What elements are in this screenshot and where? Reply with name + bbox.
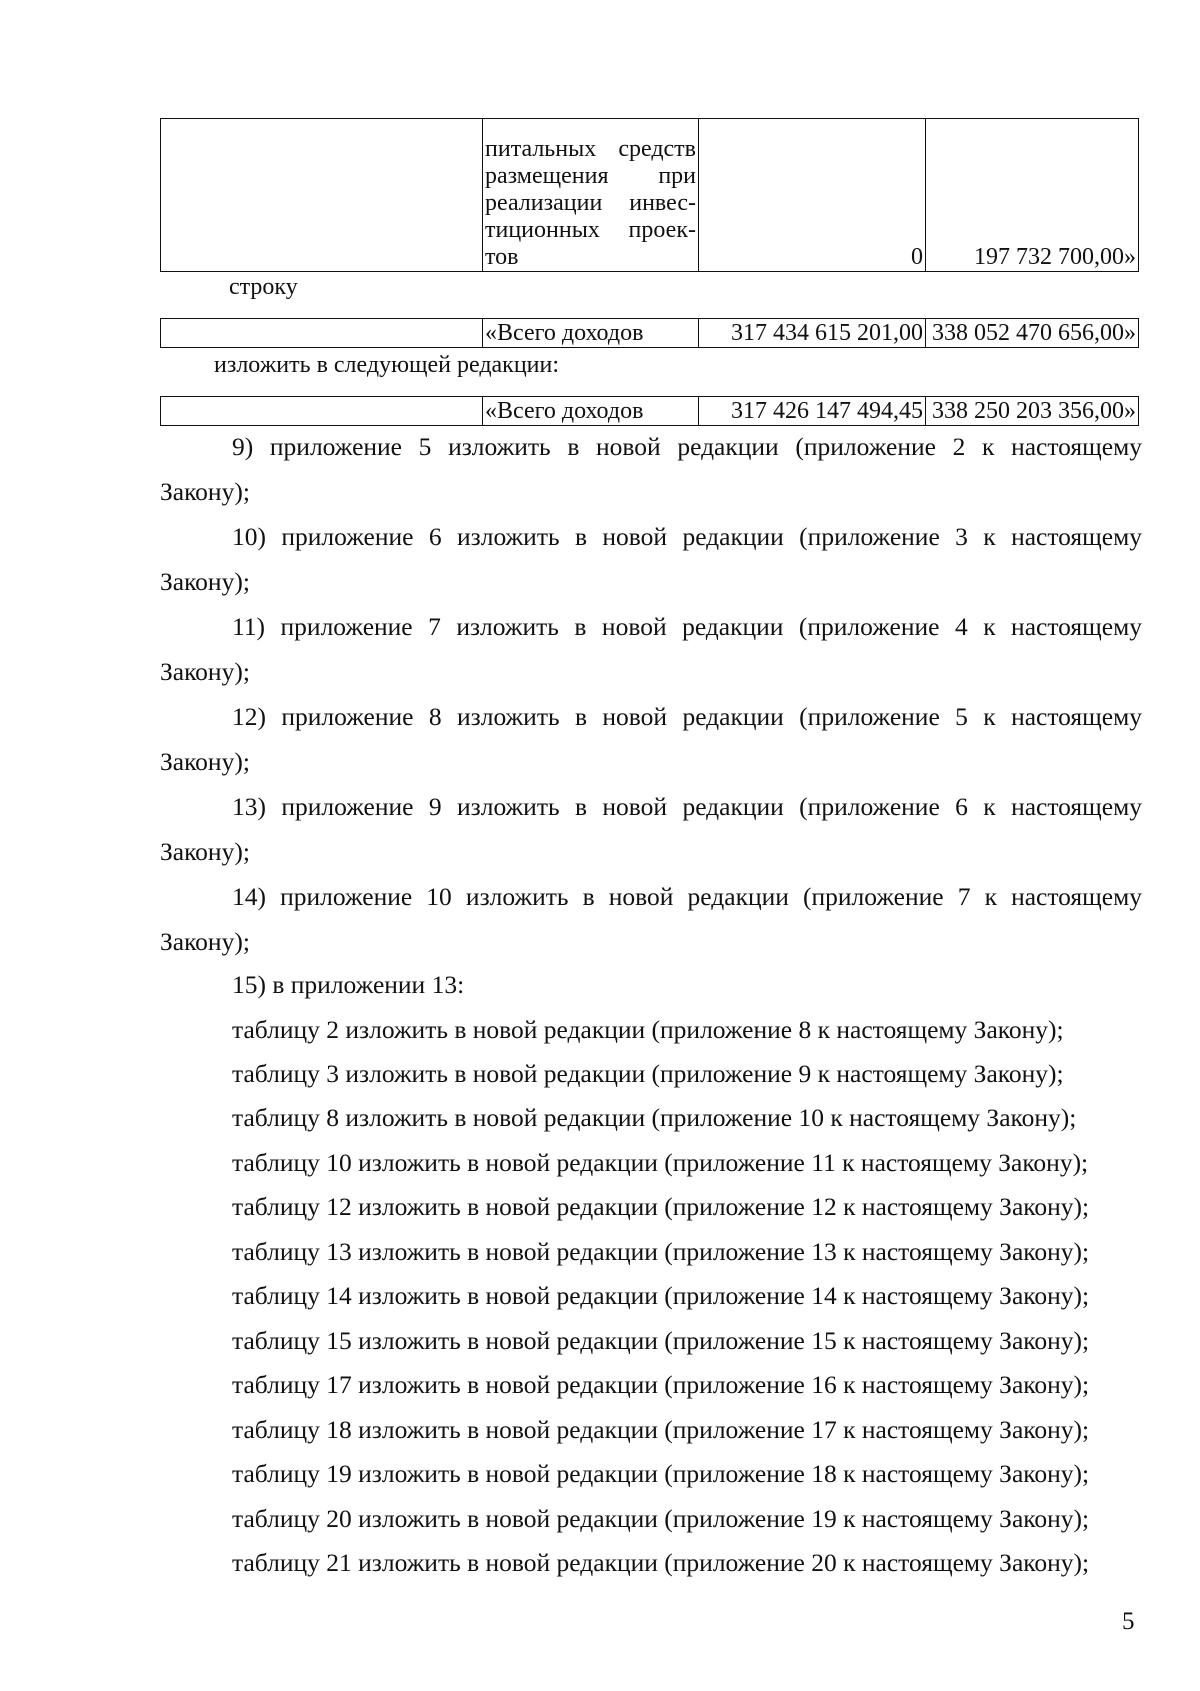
name-word: размещения bbox=[485, 163, 609, 189]
name-line bbox=[485, 136, 696, 163]
table-row bbox=[161, 319, 1139, 348]
name-word: питальных bbox=[485, 136, 597, 162]
name-word: инвес- bbox=[629, 190, 696, 216]
table-replacement-line: таблицу 20 изложить в новой редакции (приложение 19 к настоящему Закону); bbox=[232, 1504, 1090, 1533]
table-cell-value-1: 0 bbox=[699, 119, 926, 272]
item-11 bbox=[160, 604, 1142, 694]
item-12 bbox=[160, 694, 1142, 784]
table-replacement-line: таблицу 13 изложить в новой редакции (приложение 13 к настоящему Закону); bbox=[232, 1237, 1090, 1266]
item-15-heading: 15) в приложении 13: bbox=[232, 970, 465, 999]
table-replacement-line: таблицу 17 изложить в новой редакции (приложение 16 к настоящему Закону); bbox=[232, 1370, 1090, 1399]
item-line: 14) приложение 10 изложить в новой редакции (приложение 7 к настоящему bbox=[232, 882, 1142, 911]
table-cell-name bbox=[483, 119, 699, 272]
item-13 bbox=[160, 784, 1142, 874]
name-word: средств bbox=[618, 136, 696, 162]
name-line bbox=[485, 163, 696, 190]
label-new-edition: изложить в следующей редакции: bbox=[214, 352, 560, 378]
table-replacement-line: таблицу 12 изложить в новой редакции (приложение 12 к настоящему Закону); bbox=[232, 1192, 1090, 1221]
table-row bbox=[161, 397, 1139, 426]
table-cell-value-2: 338 250 203 356,00» bbox=[926, 397, 1139, 426]
item-line: Закону); bbox=[160, 567, 250, 596]
table-cell-name: «Всего доходов bbox=[483, 397, 699, 426]
table-cell-value-2: 197 732 700,00» bbox=[926, 119, 1139, 272]
table-row bbox=[161, 119, 1139, 272]
table-replacement-line: таблицу 10 изложить в новой редакции (приложение 11 к настоящему Закону); bbox=[232, 1148, 1089, 1177]
table-cell-empty bbox=[161, 119, 483, 272]
name-word: реализации bbox=[485, 190, 603, 216]
table-replacement-line: таблицу 14 изложить в новой редакции (приложение 14 к настоящему Закону); bbox=[232, 1281, 1090, 1310]
table-replacement-line: таблицу 2 изложить в новой редакции (приложение 8 к настоящему Закону); bbox=[232, 1015, 1064, 1044]
table-new-total bbox=[160, 396, 1139, 426]
table-replacement-line: таблицу 18 изложить в новой редакции (приложение 17 к настоящему Закону); bbox=[232, 1415, 1090, 1444]
item-14 bbox=[160, 874, 1142, 964]
item-9 bbox=[160, 424, 1142, 514]
table-replacement-line: таблицу 19 изложить в новой редакции (приложение 18 к настоящему Закону); bbox=[232, 1459, 1090, 1488]
item-line: Закону); bbox=[160, 747, 250, 776]
table-continuation bbox=[160, 118, 1139, 272]
table-replacement-line: таблицу 8 изложить в новой редакции (приложение 10 к настоящему Закону); bbox=[232, 1103, 1077, 1132]
item-line: 13) приложение 9 изложить в новой редакции (приложение 6 к настоящему bbox=[232, 792, 1142, 821]
name-word: при bbox=[658, 163, 696, 189]
item-line: 12) приложение 8 изложить в новой редакции (приложение 5 к настоящему bbox=[232, 702, 1142, 731]
name-line bbox=[485, 217, 696, 244]
name-line: тов bbox=[485, 244, 519, 270]
table-cell-value-1: 317 434 615 201,00 bbox=[699, 319, 926, 348]
table-cell-value-2: 338 052 470 656,00» bbox=[926, 319, 1139, 348]
name-word: проек- bbox=[628, 217, 696, 243]
page-number: 5 bbox=[1122, 1608, 1135, 1635]
item-line: Закону); bbox=[160, 837, 250, 866]
item-line: Закону); bbox=[160, 657, 250, 686]
table-cell-empty bbox=[161, 319, 483, 348]
table-replacement-line: таблицу 21 изложить в новой редакции (приложение 20 к настоящему Закону); bbox=[232, 1548, 1090, 1577]
table-cell-value-1: 317 426 147 494,45 bbox=[699, 397, 926, 426]
label-line: строку bbox=[229, 274, 298, 300]
table-cell-name: «Всего доходов bbox=[483, 319, 699, 348]
table-cell-empty bbox=[161, 397, 483, 426]
item-line: 11) приложение 7 изложить в новой редакции (приложение 4 к настоящему bbox=[232, 612, 1142, 641]
table-replacement-line: таблицу 3 изложить в новой редакции (приложение 9 к настоящему Закону); bbox=[232, 1059, 1064, 1088]
item-line: Закону); bbox=[160, 477, 250, 506]
item-10 bbox=[160, 514, 1142, 604]
item-line: Закону); bbox=[160, 927, 250, 956]
item-line: 9) приложение 5 изложить в новой редакции (приложение 2 к настоящему bbox=[232, 432, 1142, 461]
name-word: тиционных bbox=[485, 217, 600, 243]
item-line: 10) приложение 6 изложить в новой редакции (приложение 3 к настоящему bbox=[232, 522, 1142, 551]
table-old-total bbox=[160, 318, 1139, 348]
name-line bbox=[485, 190, 696, 217]
table-replacement-line: таблицу 15 изложить в новой редакции (приложение 15 к настоящему Закону); bbox=[232, 1326, 1090, 1355]
